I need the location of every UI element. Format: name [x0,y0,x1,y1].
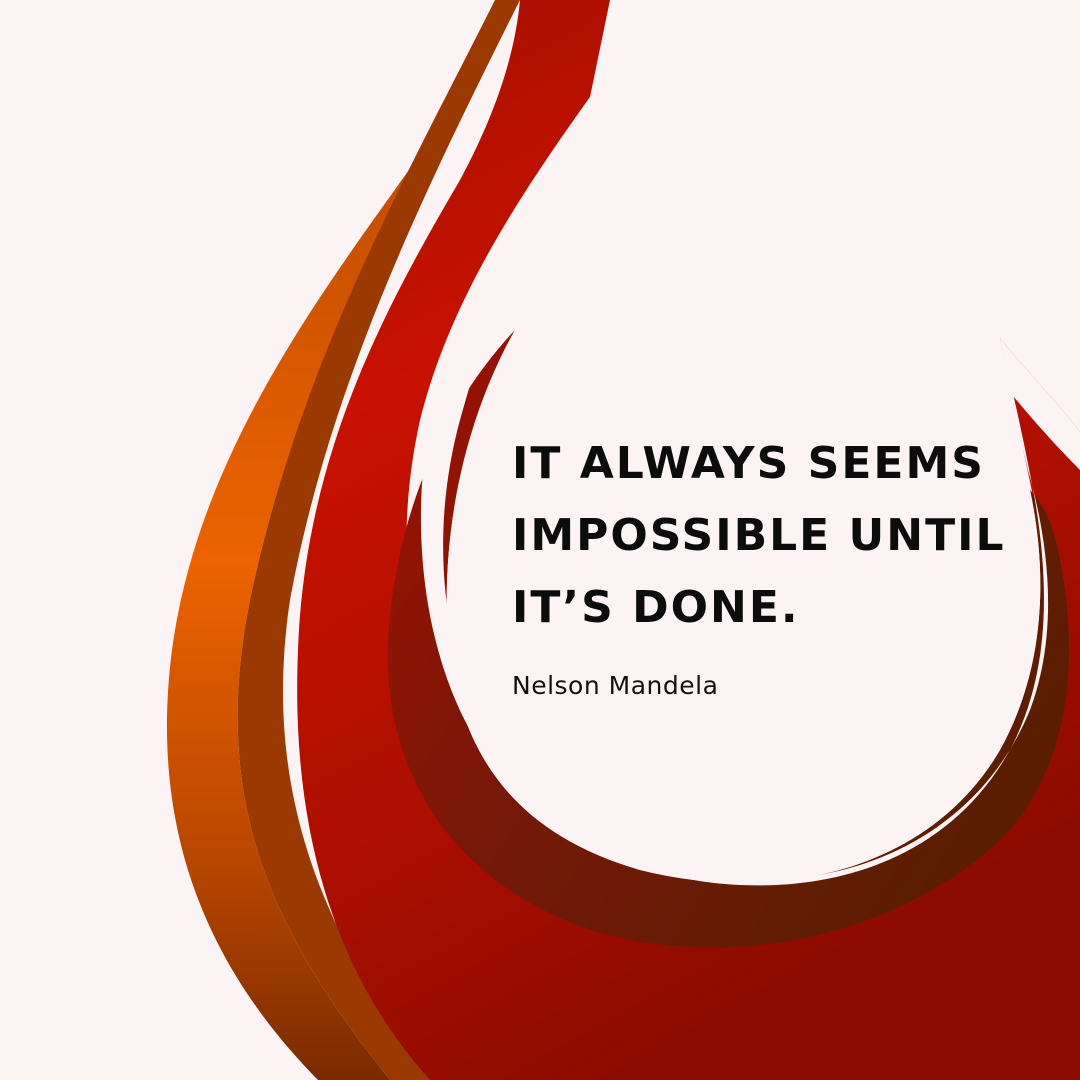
quote-author: Nelson Mandela [512,671,719,700]
quote-text: IT ALWAYS SEEMS IMPOSSIBLE UNTIL IT’S DONE. [512,438,1006,633]
quote-block [512,428,1032,700]
